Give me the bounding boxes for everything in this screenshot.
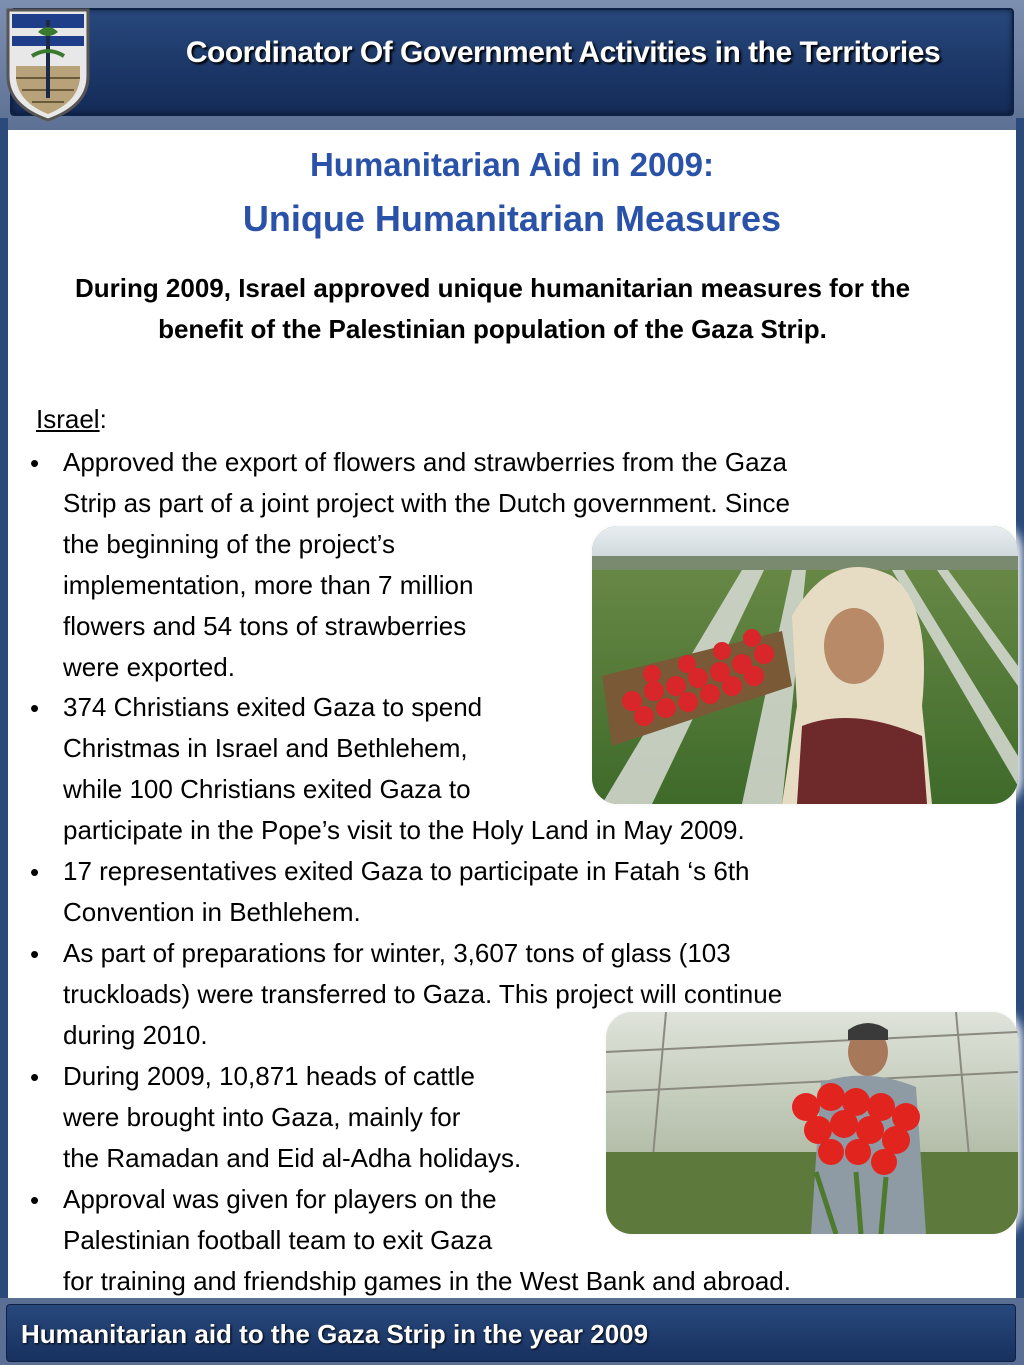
header-band (0, 0, 1024, 130)
israel-label (36, 404, 107, 435)
bullet-marker: • (30, 693, 40, 723)
bullet-5-line-1: During 2009, 10,871 heads of cattle (63, 1061, 475, 1091)
strawberry-field-photo (592, 526, 1018, 804)
bullet-1-line-1: Approved the export of flowers and strawberries from the Gaza (63, 447, 788, 477)
bullet-1-line-5: flowers and 54 tons of strawberries (63, 611, 467, 641)
intro-paragraph: During 2009, Israel approved unique humanitarian measures for the benefit of the Palestinian population of the Gaza Strip. (74, 273, 911, 344)
israel-label-colon: : (99, 404, 107, 434)
bullet-3-line-1: 17 representatives exited Gaza to participate in Fatah ‘s 6th (63, 856, 750, 886)
bullet-2-line-3: while 100 Christians exited Gaza to (63, 774, 471, 804)
bullet-6-line-3: for training and friendship games in the West Bank and abroad. (63, 1266, 791, 1296)
bullet-2-line-2: Christmas in Israel and Bethlehem, (63, 733, 468, 763)
bullet-1-line-3: the beginning of the project’s (63, 529, 395, 559)
bullet-marker: • (30, 1185, 40, 1215)
bullet-1-line-2: Strip as part of a joint project with the Dutch government. Since (63, 488, 790, 518)
header-bar (10, 8, 1014, 116)
subtitle-line2: Unique Humanitarian Measures (242, 198, 782, 239)
bullet-marker: • (30, 1062, 40, 1092)
bullet-marker: • (30, 857, 40, 887)
bullet-4-line-1: As part of preparations for winter, 3,607 tons of glass (103 (63, 938, 731, 968)
bullet-2-line-4: participate in the Pope’s visit to the Holy Land in May 2009. (63, 815, 745, 845)
bullet-6-line-2: Palestinian football team to exit Gaza (63, 1225, 493, 1255)
bullet-marker: • (30, 448, 40, 478)
footer-title: Humanitarian aid to the Gaza Strip in the year 2009 (21, 1319, 649, 1349)
bullet-1-line-6: were exported. (63, 652, 235, 682)
bullet-3-line-2: Convention in Bethlehem. (63, 897, 361, 927)
header-title: Coordinator Of Government Activities in the Territories (185, 36, 941, 69)
bullet-1-line-4: implementation, more than 7 million (63, 570, 474, 600)
bullet-marker: • (30, 939, 40, 969)
bullet-2-line-1: 374 Christians exited Gaza to spend (63, 692, 483, 722)
carnation-greenhouse-photo (606, 1012, 1018, 1234)
bullet-5-line-2: were brought into Gaza, mainly for (63, 1102, 461, 1132)
strawberry-field-illustration (592, 526, 1018, 804)
bullet-4-line-3: during 2010. (63, 1020, 208, 1050)
footer-bar (6, 1304, 1016, 1362)
footer-band (0, 1298, 1024, 1365)
subtitle-line1: Humanitarian Aid in 2009: (309, 146, 715, 183)
israel-label-text: Israel (36, 404, 100, 434)
bullet-5-line-3: the Ramadan and Eid al-Adha holidays. (63, 1143, 522, 1173)
bullet-6-line-1: Approval was given for players on the (63, 1184, 497, 1214)
carnation-greenhouse-illustration (606, 1012, 1018, 1234)
cogat-emblem-icon (2, 6, 94, 122)
bullet-4-line-2: truckloads) were transferred to Gaza. This project will continue (63, 979, 783, 1009)
frame-left (0, 118, 8, 1298)
